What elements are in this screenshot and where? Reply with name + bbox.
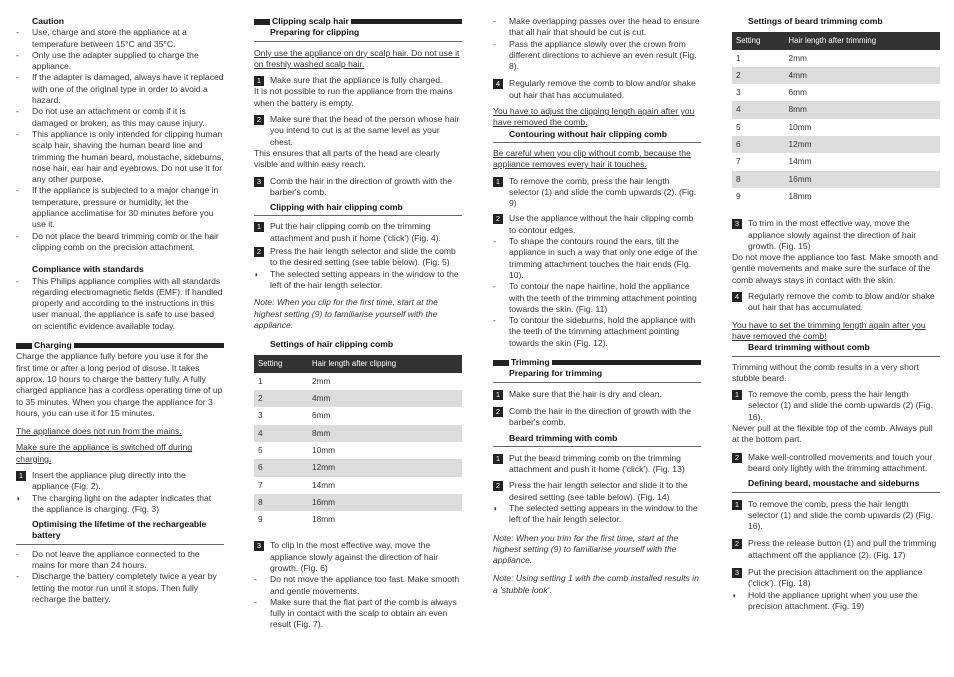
step-number: 1: [16, 471, 26, 481]
step-number: 3: [254, 541, 264, 551]
column-3: [493, 16, 701, 596]
cell: 12mm: [785, 136, 940, 153]
section-marker: [254, 19, 270, 25]
prep-step-1: [254, 75, 462, 86]
first-trim-note: Note: When you trim for the first time, start at the highest setting (9) to familiarise yourself with the appliance.: [493, 532, 679, 566]
cell: 14mm: [311, 479, 336, 490]
bullet-text: The selected setting appears in the window to the left of the hair length selector.: [270, 268, 459, 290]
clip-tip: - Pass the appliance slowly over the crown from different directions to achieve an even result (Fig. 8).: [493, 39, 701, 73]
step-text: Put the hair clipping comb on the trimming attachment and push it home ('click') (Fig. 4).: [270, 221, 441, 243]
cell: 18mm: [311, 514, 336, 525]
first-clip-note: Note: When you clip for the first time, start at the highest setting (9) to familiarise yourself with the appliance.: [254, 297, 438, 330]
table-row: [732, 84, 940, 101]
bullet-icon: ◗: [732, 590, 737, 600]
cell: 8mm: [785, 101, 940, 118]
clip-table-title: Settings of hair clipping comb: [270, 339, 394, 350]
cell: 6: [732, 136, 785, 153]
charging-section-bar: [16, 340, 224, 351]
caution-item: - Do not place the beard trimming comb or the hair clipping comb on the precision attachment.: [16, 231, 224, 254]
section-marker: [493, 360, 509, 366]
caution-item: - If the appliance is subjected to a major change in temperature, pressure or humidity, let the appliance acclimatise for 30 minutes before you use it.: [16, 185, 224, 230]
clipping-section-bar: [254, 16, 462, 27]
caution-item: - Use, charge and store the appliance at a temperature between 15°C and 35°C.: [16, 27, 224, 50]
clipping-heading: Clipping scalp hair: [272, 16, 349, 26]
cell: 7: [736, 156, 741, 167]
trimming-heading: Trimming: [511, 357, 550, 368]
optimising-item: - Discharge the battery completely twice a year by letting the motor run until it stops. Then fully recharge the battery.: [16, 571, 224, 605]
table-row: [254, 407, 462, 424]
bullet-text: The charging light on the adapter indicates that the appliance is charging. (Fig. 3): [32, 492, 212, 514]
optimising-item: - Do not leave the appliance connected to the mains for more than 24 hours.: [16, 549, 224, 572]
beard-step-3: [732, 218, 940, 252]
cell: 9: [736, 190, 741, 201]
section-marker: [16, 343, 32, 349]
comb-bullet: [254, 269, 462, 292]
step-text: Make sure that the head of the person whose hair you intend to cut is at the same level as your chest.: [270, 114, 460, 147]
step-text: Press the hair length selector and slide the comb to the desired setting (see table below). (Fig. 5): [270, 246, 456, 268]
cell: 9: [258, 514, 263, 525]
table-row: [732, 119, 940, 136]
table-row: [254, 425, 462, 442]
step-note: Do not move the appliance too fast. Make smooth and gentle movements and make sure the surface of the comb always stays in contact with the skin.: [732, 252, 938, 285]
step-number: 3: [254, 177, 264, 187]
without-comb-heading: Beard trimming without comb: [732, 342, 940, 356]
table-header-length: Hair length after trimming: [785, 32, 940, 49]
cell: 16mm: [308, 494, 462, 511]
table-row: [732, 136, 940, 153]
clip-tip: - Make overlapping passes over the head to ensure that all hair that should be cut is cut.: [493, 16, 701, 39]
without-step-2: [732, 452, 940, 475]
cell: 12mm: [308, 459, 462, 476]
without-step-1: [732, 389, 940, 423]
cell: 5: [258, 444, 263, 455]
step-number: 3: [732, 568, 742, 578]
cell: 8: [732, 171, 785, 188]
table-header-setting: Setting: [254, 355, 308, 372]
table-row: [732, 67, 940, 84]
step-number: 2: [254, 247, 264, 257]
table-row: [254, 459, 462, 476]
table-row: [254, 494, 462, 511]
table-row: [254, 442, 462, 459]
careful-note: Be careful when you clip without comb, because the appliance removes every hair it touches.: [493, 147, 691, 170]
cell: 14mm: [788, 156, 812, 167]
step-text: To remove the comb, press the hair length selector (1) and slide the comb upwards (2) (Fig. 16).: [748, 498, 933, 532]
set-length-note: You have to set the trimming length again after you have removed the comb!: [732, 319, 926, 341]
caution-item: - This appliance is only intended for clipping human scalp hair, shaving the human beard line and trimming the human beard, moustache, sideburns, nose hair, ear hair and eyebrows. Do not use it for any other purpose.: [16, 129, 224, 185]
clip-step-4: [493, 78, 701, 101]
table-row: [732, 171, 940, 188]
comb-step-2: [254, 246, 462, 269]
step-note: It is not possible to run the appliance from the mains when the battery is empty.: [254, 86, 453, 108]
cell: 4mm: [785, 67, 940, 84]
step-text: Insert the appliance plug directly into the appliance (Fig. 2).: [32, 469, 186, 492]
never-pull-note: Never pull at the flexible top of the comb. Always pull at the bottom part.: [732, 423, 933, 445]
cell: 6mm: [788, 87, 807, 98]
cell: 3: [736, 87, 741, 98]
step-note: This ensures that all parts of the head are clearly visible and within easy reach.: [254, 147, 440, 170]
step-number: 1: [732, 390, 742, 400]
section-rule: [351, 19, 462, 24]
cell: 18mm: [788, 190, 812, 201]
cell: 10mm: [788, 121, 812, 132]
step-text: To trim in the most effective way, move the appliance slowly against the direction of hair growth. (Fig. 15): [748, 218, 917, 251]
beard-bullet: [493, 503, 701, 526]
step-text: Regularly remove the comb to blow and/or shake out hair that has accumulated.: [509, 78, 696, 100]
step-text: Make sure that the appliance is fully charged.: [270, 75, 443, 86]
table-row: [732, 101, 940, 118]
dry-hair-note: Only use the appliance on dry scalp hair. Do not use it on freshly washed scalp hair.: [254, 47, 460, 69]
comb-clipping-heading: Clipping with hair clipping comb: [254, 202, 462, 216]
table-row: [732, 153, 940, 170]
cell: 4: [254, 425, 308, 442]
step-number: 1: [493, 454, 503, 464]
stubble-note: Note: Using setting 1 with the comb installed results in a 'stubble look'.: [493, 573, 699, 595]
contour-step-1: [493, 176, 701, 210]
trimming-section-bar: [493, 357, 701, 368]
table-row: [732, 50, 940, 67]
switched-off-note: Make sure the appliance is switched off during charging.: [16, 442, 193, 464]
charging-step-1: [16, 470, 224, 493]
table-row: [732, 188, 940, 205]
bullet-icon: ◗: [493, 503, 498, 513]
prep-trimming-heading: Preparing for trimming: [493, 368, 701, 382]
cell: 8mm: [308, 425, 462, 442]
defining-step-2: [732, 538, 940, 561]
table-row: [254, 477, 462, 494]
cell: 10mm: [311, 444, 336, 455]
clip-tip: - Make sure that the flat part of the comb is always fully in contact with the scalp to obtain an even result (Fig. 7).: [254, 597, 462, 631]
step-number: 1: [254, 222, 264, 232]
column-1: [16, 16, 224, 605]
cell: 7: [258, 479, 263, 490]
cell: 4mm: [308, 390, 462, 407]
cell: 2mm: [788, 52, 807, 63]
adjust-note: You have to adjust the clipping length again after you have removed the comb.: [493, 106, 695, 128]
step-number: 2: [732, 453, 742, 463]
beard-step-4: [732, 291, 940, 314]
step-text: Put the precision attachment on the appliance ('click'). (Fig. 18): [748, 566, 923, 589]
caution-item: - Do not use an attachment or comb if it is damaged or broken, as this may cause injury.: [16, 106, 224, 129]
step-number: 2: [493, 407, 503, 417]
step-text: To remove the comb, press the hair length selector (1) and slide the comb upwards (2) (Fig. 16).: [748, 389, 933, 422]
trim-step-2: [493, 406, 701, 429]
beard-step-1: [493, 453, 701, 476]
bullet-text: Hold the appliance upright when you use the precision attachment. (Fig. 19): [748, 589, 918, 611]
contour-tip: - To contour the sideburns, hold the appliance with the teeth of the trimming attachment pointing towards the skin (Fig. 12).: [493, 315, 701, 349]
contour-step-2: [493, 213, 701, 236]
cell: 6: [254, 459, 308, 476]
step-text: Make sure that the hair is dry and clean.: [509, 388, 662, 399]
prep-clipping-heading: Preparing for clipping: [254, 27, 462, 41]
column-2: [254, 16, 462, 631]
optimising-heading: Optimising the lifetime of the rechargeable battery: [16, 519, 224, 545]
step-number: 2: [493, 481, 503, 491]
step-number: 2: [493, 214, 503, 224]
table-row: [254, 373, 462, 390]
step-text: Comb the hair in the direction of growth with the barber's comb.: [509, 405, 691, 428]
charging-bullet: [16, 493, 224, 516]
prep-step-3: [254, 176, 462, 199]
step-text: To remove the comb, press the hair length selector (1) and slide the comb upwards (2). (Fig. 9): [509, 175, 697, 209]
defining-step-3: [732, 567, 940, 590]
beard-step-2: [493, 480, 701, 503]
cell: 8: [254, 494, 308, 511]
cell: 2: [254, 390, 308, 407]
cell: 16mm: [785, 171, 940, 188]
mains-note: The appliance does not run from the mains.: [16, 426, 182, 437]
step-text: Comb the hair in the direction of growth with the barber's comb.: [270, 175, 452, 197]
step-text: Regularly remove the comb to blow and/or shake out hair that has accumulated.: [748, 291, 935, 313]
cell: 1: [258, 375, 263, 386]
contour-tip: - To shape the contours round the ears, tilt the appliance in such a way that only one edge of the trimming attachment touches the hair ends (Fig. 10).: [493, 236, 701, 281]
clip-step-3: [254, 540, 462, 574]
step-number: 1: [732, 500, 742, 510]
step-number: 4: [493, 79, 503, 89]
defining-bullet: [732, 590, 940, 613]
table-row: [254, 511, 462, 528]
cell: 6mm: [311, 410, 331, 421]
charging-heading: Charging: [34, 340, 72, 351]
defining-heading: Defining beard, moustache and sideburns: [732, 478, 940, 492]
table-header-length: Hair length after clipping: [308, 355, 462, 372]
column-4: [732, 16, 940, 612]
step-text: To clip in the most effective way, move the appliance slowly against the direction of hair growth. (Fig. 6): [270, 540, 439, 573]
compliance-text: - This Philips appliance complies with all standards regarding electromagnetic fields (EMF). If handled properly and according to the instructions in this user manual, the appliance is safe to use based on scientific evidence available today.: [16, 276, 224, 332]
table-header-setting: Setting: [732, 32, 785, 49]
contour-tip: - To contour the nape hairline, hold the appliance with the teeth of the trimming attachment pointing towards the skin. (Fig. 11): [493, 281, 701, 315]
step-number: 3: [732, 219, 742, 229]
step-text: Press the release button (1) and pull the trimming attachment off the appliance (2). (Fig. 17): [748, 538, 937, 560]
step-number: 1: [493, 177, 503, 187]
step-number: 1: [493, 390, 503, 400]
cell: 5: [736, 121, 741, 132]
beard-comb-heading: Beard trimming with comb: [493, 433, 701, 447]
step-number: 1: [254, 76, 264, 86]
cell: 2mm: [311, 375, 331, 386]
beard-table-title: Settings of beard trimming comb: [748, 16, 883, 26]
prep-step-2: [254, 114, 462, 148]
cell: 3: [258, 410, 263, 421]
step-number: 2: [732, 539, 742, 549]
cell: 2: [732, 67, 785, 84]
caution-heading: Caution: [32, 16, 64, 26]
charging-text: Charge the appliance fully before you use it for the first time or after a long period of disuse. It takes approx. 10 hours to charge the battery fully. A fully charged appliance has a cordless operating time of up to 35 minutes. When you charge the appliance for 3 hours, you can use it for 15 minutes.: [16, 351, 223, 418]
cell: 4: [732, 101, 785, 118]
section-rule: [552, 360, 701, 365]
contour-heading: Contouring without hair clipping comb: [493, 129, 701, 143]
step-text: Use the appliance without the hair clipping comb to contour edges.: [509, 213, 694, 235]
bullet-text: The selected setting appears in the window to the left of the hair length selector.: [509, 502, 698, 525]
step-number: 4: [732, 292, 742, 302]
bullet-icon: ◗: [254, 269, 259, 279]
defining-step-1: [732, 499, 940, 533]
section-rule: [74, 343, 224, 348]
step-text: Make well-controlled movements and touch your beard only lightly with the trimming attachment.: [748, 451, 933, 473]
step-text: Press the hair length selector and slide it to the desired setting (see table below). (Fig. 14): [509, 480, 688, 502]
step-text: Put the beard trimming comb on the trimming attachment and push it home ('click'). (Fig. 13): [509, 452, 685, 475]
trim-step-1: [493, 389, 701, 400]
bullet-icon: ◗: [16, 493, 21, 503]
comb-step-1: [254, 221, 462, 244]
clip-tip: - Do not move the appliance too fast. Make smooth and gentle movements.: [254, 574, 462, 597]
cell: 1: [736, 52, 741, 63]
clip-settings-table: [254, 355, 462, 528]
step-number: 2: [254, 115, 264, 125]
beard-settings-table: [732, 32, 940, 205]
table-row: [254, 390, 462, 407]
compliance-heading: Compliance with standards: [32, 264, 144, 275]
without-comb-text: Trimming without the comb results in a very short stubble beard.: [732, 361, 919, 383]
caution-item: - Only use the adapter supplied to charge the appliance.: [16, 50, 224, 73]
caution-item: - If the adapter is damaged, always have it replaced with one of the original type in order to avoid a hazard.: [16, 72, 224, 106]
